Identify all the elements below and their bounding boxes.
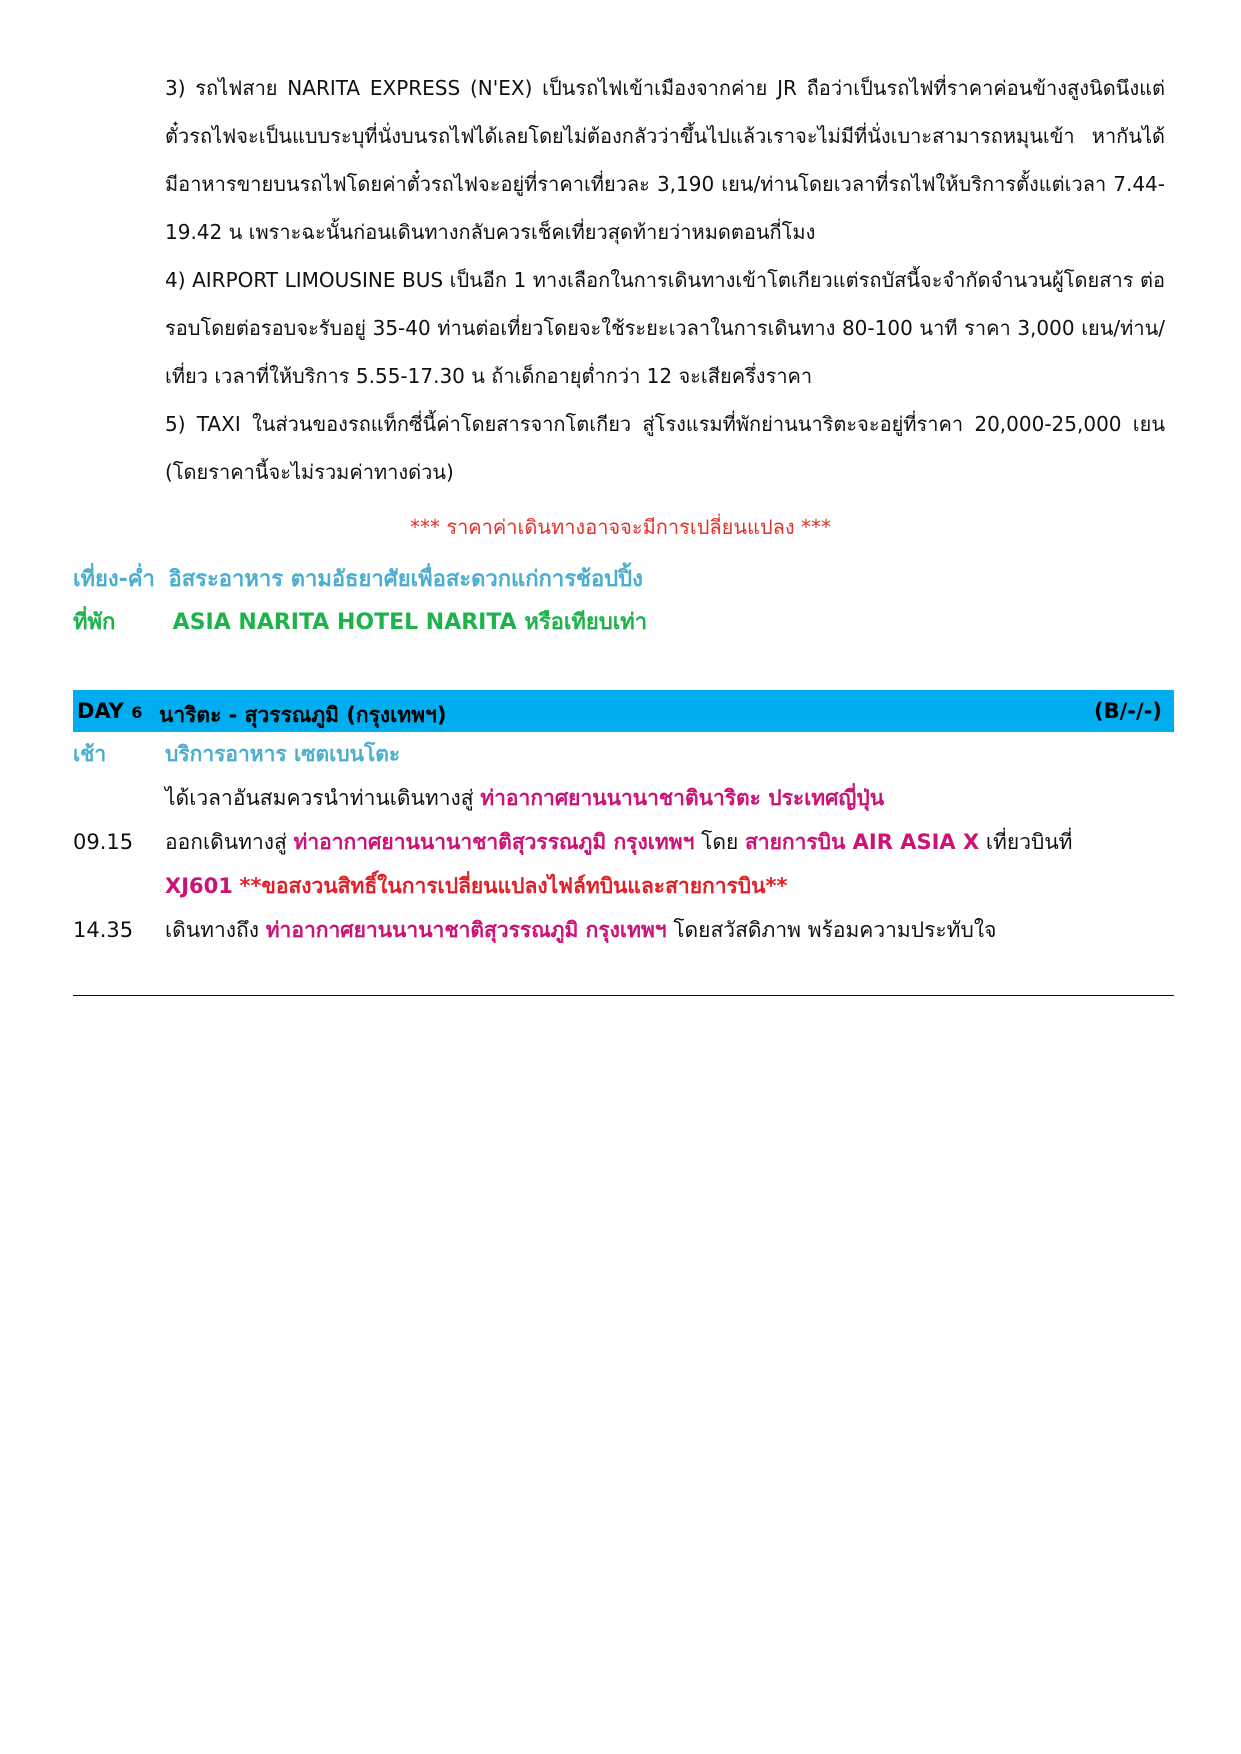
t2-place: ท่าอากาศยานนานาชาติสุวรรณภูมิ กรุงเทพฯ <box>265 918 667 942</box>
depart-text <box>165 776 884 820</box>
flight-disclaimer: **ขอสงวนสิทธิ์ในการเปลี่ยนแปลงไฟล์ทบินและสายการบิน** <box>239 874 788 898</box>
day-number: 6 <box>131 703 143 722</box>
t1-place: ท่าอากาศยานนานาชาติสุวรรณภูมิ กรุงเทพฯ <box>293 830 695 854</box>
day-word: DAY <box>77 699 124 723</box>
hotel-row <box>73 603 647 643</box>
day-header-bar <box>73 690 1174 732</box>
t1-flight-prefix: เที่ยวบินที่ <box>985 830 1073 854</box>
transport-option-taxi: 5) TAXI ในส่วนของรถแท็กซี่นี้ค่าโดยสารจากโตเกียว สู่โรงแรมที่พักย่านนาริตะจะอยู่ที่ราคา 20,000-25,000 เยน (โดยราคานี้จะไม่รวมค่าทางด่วน) <box>165 412 1165 484</box>
depart-place: ท่าอากาศยานนานาชาตินาริตะ ประเทศญี่ปุ่น <box>480 786 885 810</box>
transport-option-limousine-bus: 4) AIRPORT LIMOUSINE BUS เป็นอีก 1 ทางเลือกในการเดินทางเข้าโตเกียวแต่รถบัสนี้จะจำกัดจำนวนผู้โดยสาร ต่อรอบโดยต่อรอบจะรับอยู่ 35-40 ท่านต่อเที่ยวโดยจะใช้ระยะเวลาในการเดินทาง 80-100 นาที ราคา 3,000 เยน/ท่าน/เที่ยว เวลาที่ให้บริการ 5.55-17.30 น ถ้าเด็กอายุต่ำกว่า 12 จะเสียครึ่งราคา <box>165 268 1165 388</box>
day-label <box>77 699 142 723</box>
hotel-label: ที่พัก <box>73 610 116 635</box>
itinerary-time: 14.35 <box>73 918 134 942</box>
meal-label: เที่ยง-ค่ำ <box>73 567 155 592</box>
t1-airline: สายการบิน AIR ASIA X <box>744 830 980 854</box>
flight-text <box>165 864 787 908</box>
meal-text: อิสระอาหาร ตามอัธยาศัยเพื่อสะดวกแก่การช้อปปิ้ง <box>168 567 643 592</box>
meal-row <box>73 560 643 600</box>
hotel-text: ASIA NARITA HOTEL NARITA หรือเทียบเท่า <box>172 610 648 635</box>
itinerary-text <box>165 908 996 952</box>
t2-prefix: เดินทางถึง <box>165 918 260 942</box>
breakfast-text: บริการอาหาร เซตเบนโตะ <box>165 742 401 766</box>
itinerary-text <box>165 820 1073 864</box>
section-divider <box>73 995 1174 996</box>
breakfast-label: เช้า <box>73 742 107 766</box>
price-change-note: *** ราคาค่าเดินทางอาจจะมีการเปลี่ยนแปลง *** <box>409 515 832 539</box>
t2-suffix: โดยสวัสดิภาพ พร้อมความประทับใจ <box>673 918 997 942</box>
day-title: นาริตะ - สุวรรณภูมิ (กรุงเทพฯ) <box>159 703 447 727</box>
flight-number: XJ601 <box>165 874 233 898</box>
itinerary-time: 09.15 <box>73 830 134 854</box>
t1-by: โดย <box>701 830 739 854</box>
day-meals: (B/-/-) <box>1094 699 1162 723</box>
depart-prefix: ได้เวลาอันสมควรนำท่านเดินทางสู่ <box>165 786 474 810</box>
t1-prefix: ออกเดินทางสู่ <box>165 830 287 854</box>
transport-option-narita-express: 3) รถไฟสาย NARITA EXPRESS (N'EX) เป็นรถไฟเข้าเมืองจากค่าย JR ถือว่าเป็นรถไฟที่ราคาค่อนข้างสูงนิดนึงแต่ตั๋วรถไฟจะเป็นแบบระบุที่นั่งบนรถไฟได้เลยโดยไม่ต้องกลัวว่าขึ้นไปแล้วเราจะไม่มีที่นั่งเบาะสามารถหมุนเข้า หากันได้มีอาหารขายบนรถไฟโดยค่าตั๋วรถไฟจะอยู่ที่ราคาเที่ยวละ 3,190 เยน/ท่านโดยเวลาที่รถไฟให้บริการตั้งแต่เวลา 7.44-19.42 น เพราะฉะนั้นก่อนเดินทางกลับควรเช็คเที่ยวสุดท้ายว่าหมดตอนกี่โมง <box>165 76 1165 244</box>
